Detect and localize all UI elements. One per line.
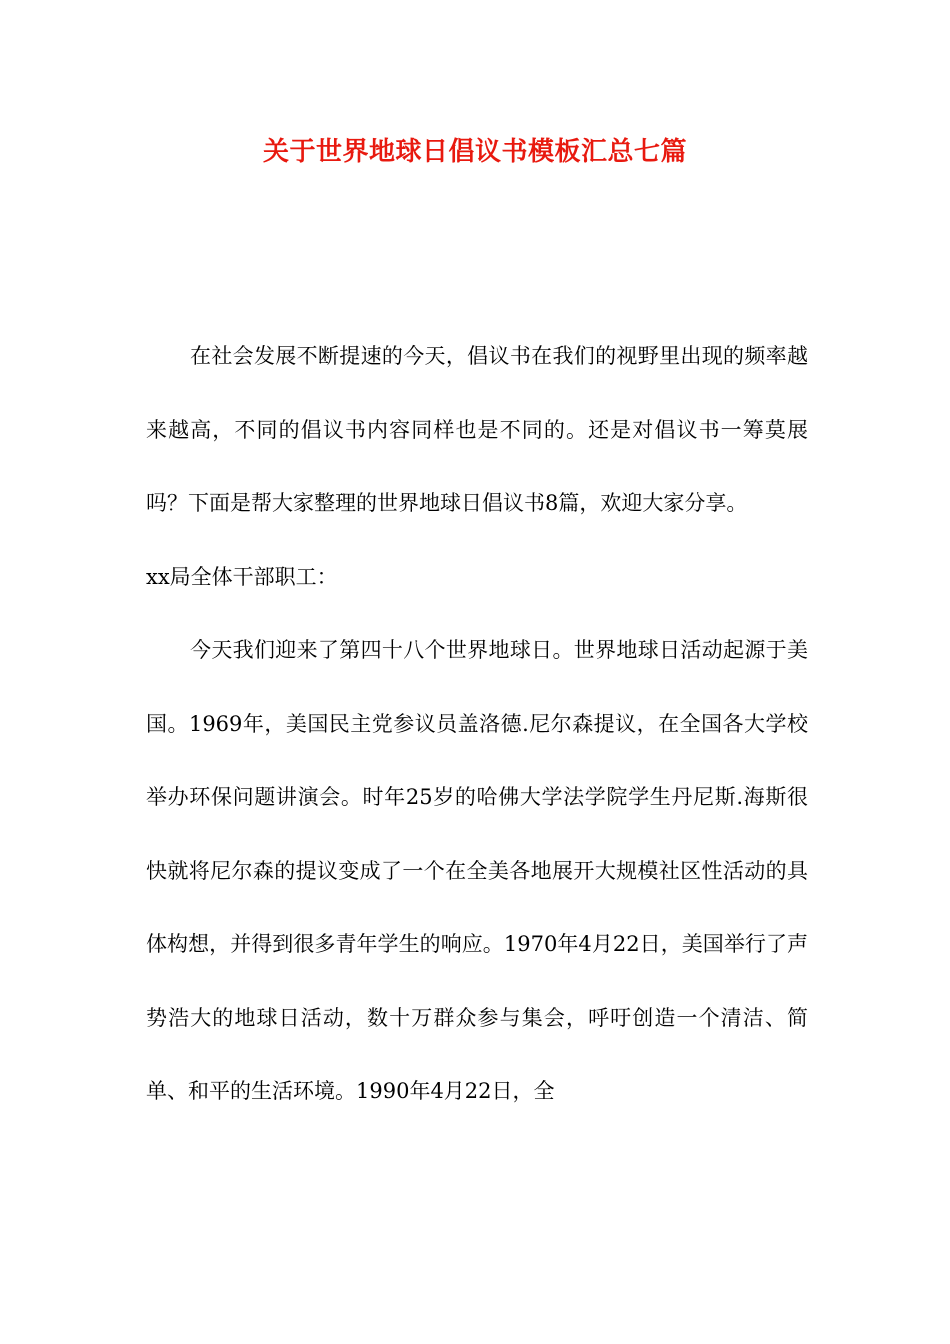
document-title: 关于世界地球日倡议书模板汇总七篇 xyxy=(262,137,687,167)
intro-paragraph: 在社会发展不断提速的今天，倡议书在我们的视野里出现的频率越来越高，不同的倡议书内容同样也是不同的。还是对倡议书一筹莫展吗？下面是帮大家整理的世界地球日倡议书8篇，欢迎大家分享。 xyxy=(146,344,808,515)
document-body xyxy=(146,320,808,1129)
body-paragraph: 今天我们迎来了第四十八个世界地球日。世界地球日活动起源于美国。1969年，美国民主党参议员盖洛德.尼尔森提议，在全国各大学校举办环保问题讲演会。时年25岁的哈佛大学法学院学生丹尼斯.海斯很快就将尼尔森的提议变成了一个在全美各地展开大规模社区性活动的具体构想，并得到很多青年学生的响应。1970年4月22日，美国举行了声势浩大的地球日活动，数十万群众参与集会，呼吁创造一个清洁、简单、和平的生活环境。1990年4月22日，全 xyxy=(146,638,808,1103)
salutation: xx局全体干部职工： xyxy=(146,564,338,589)
